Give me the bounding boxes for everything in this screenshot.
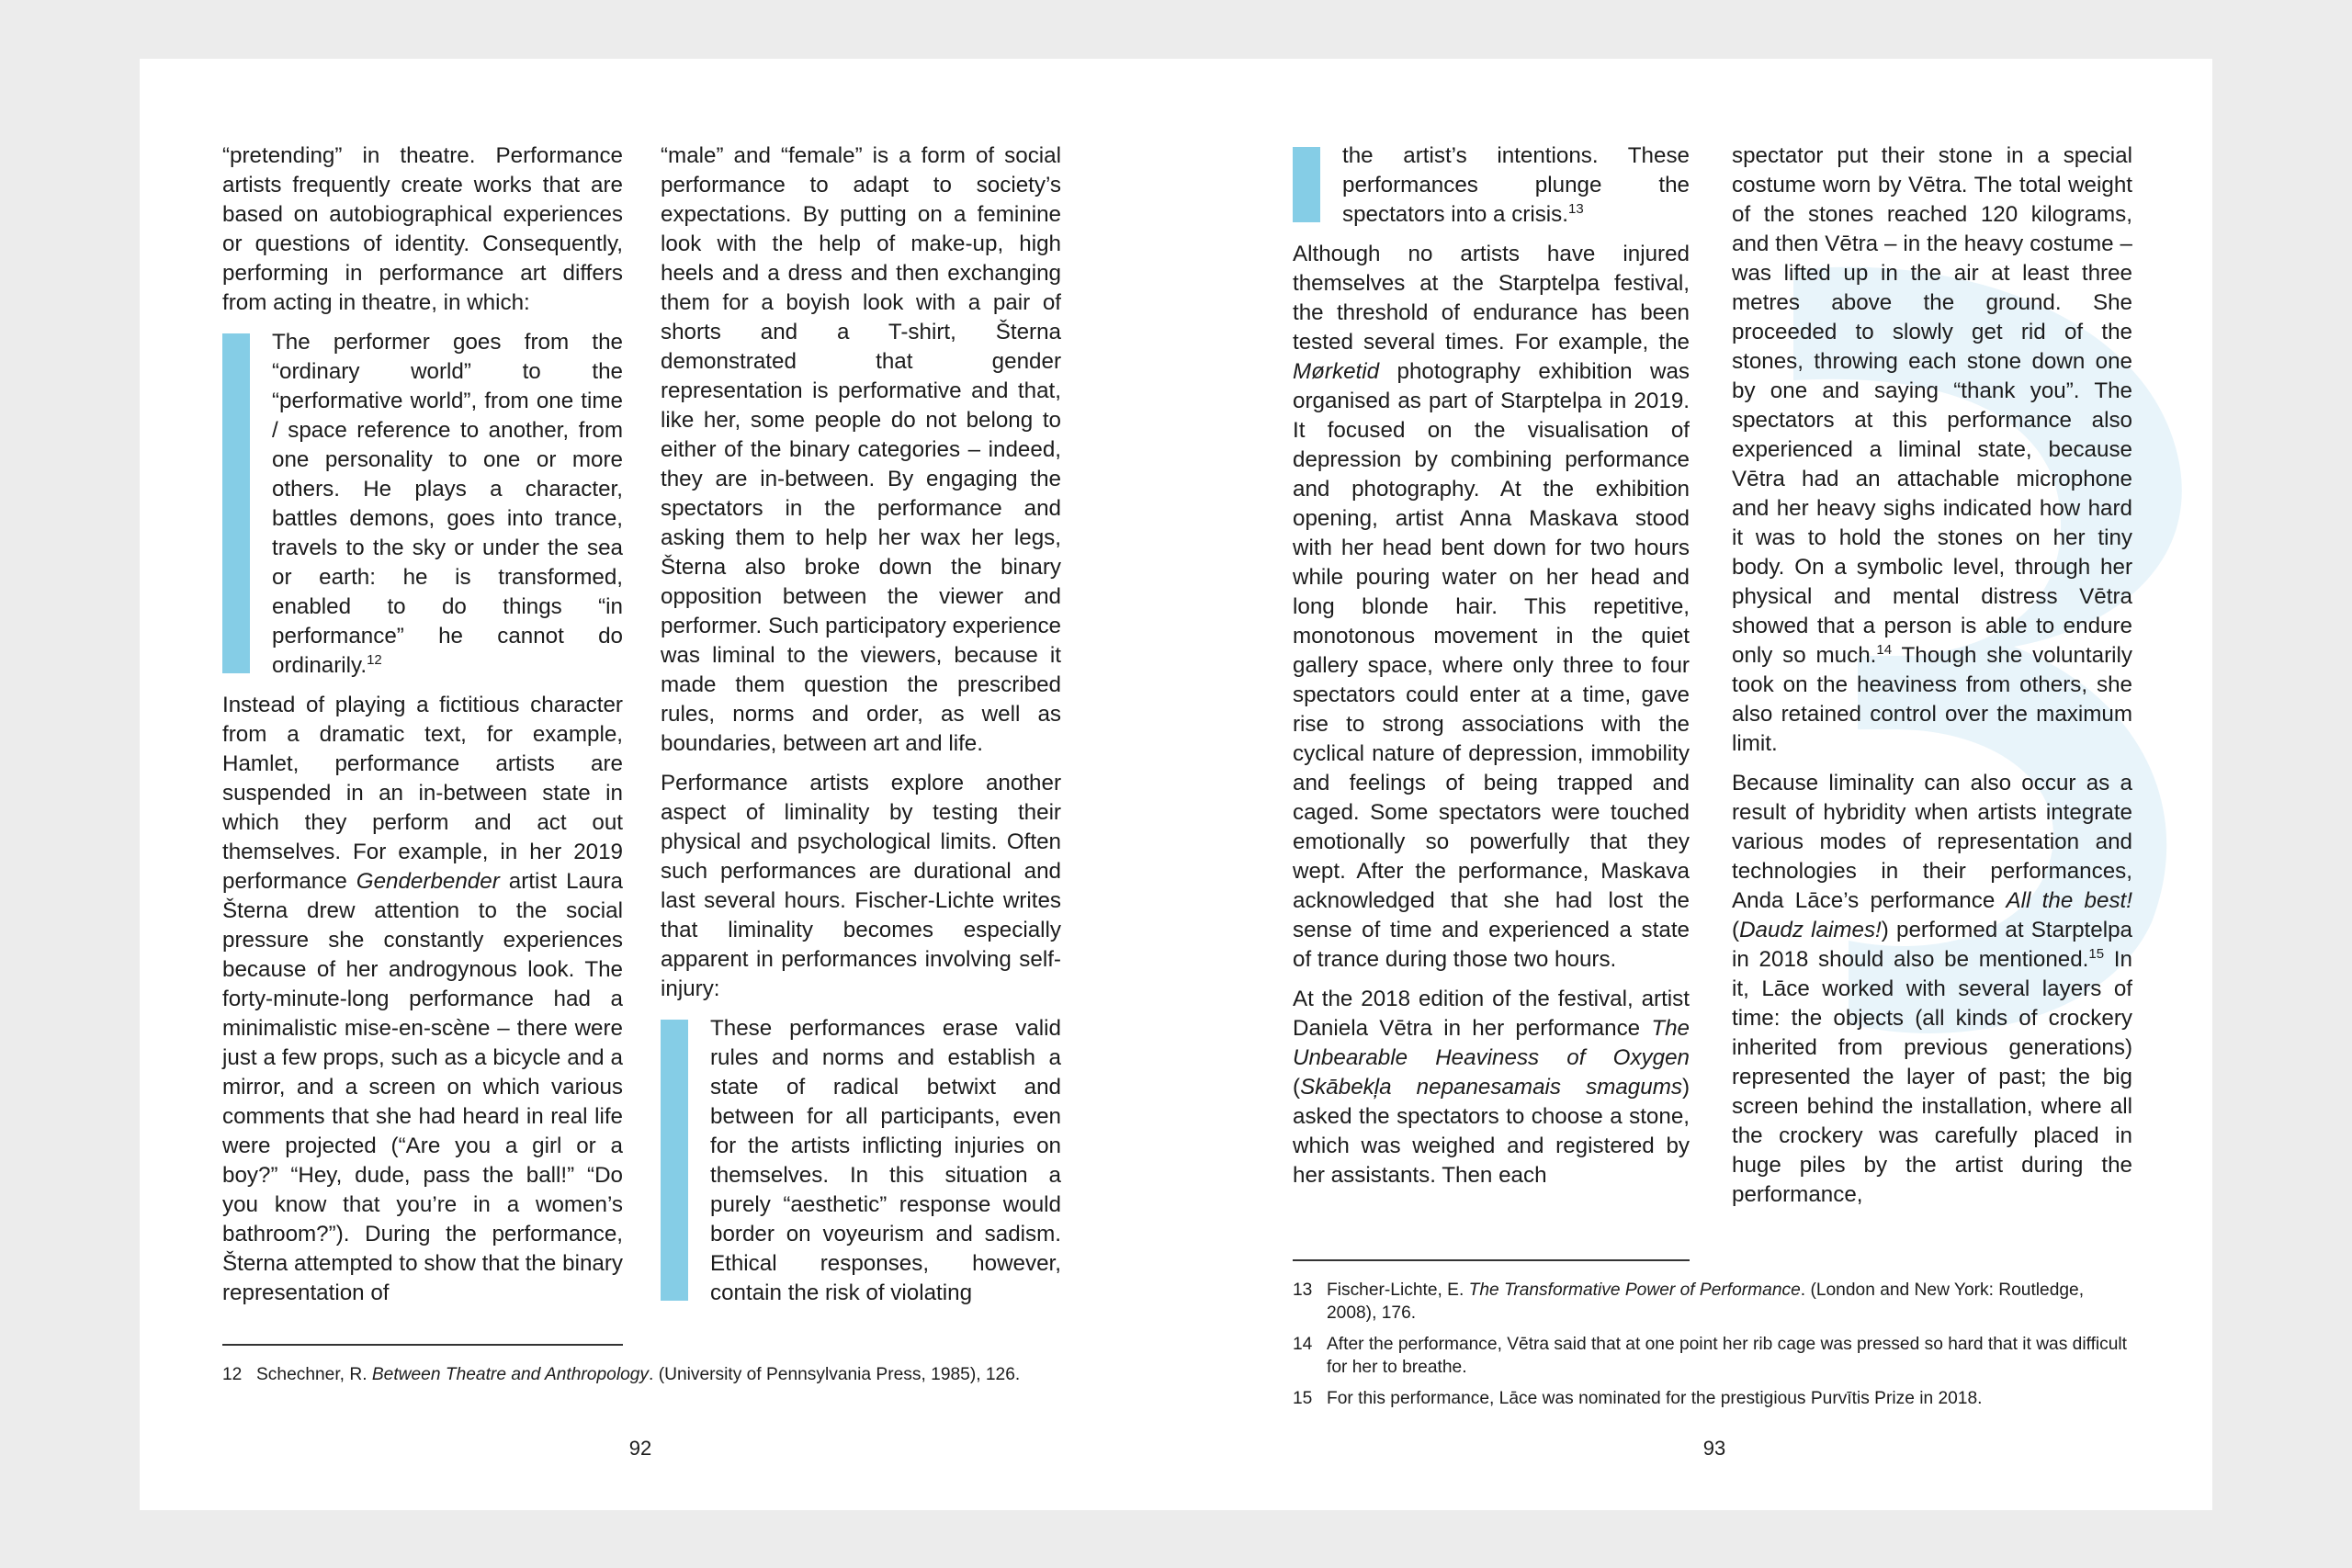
right-page-column-1 [1293,141,1690,1201]
footnote-ref[interactable]: 12 [367,651,382,668]
footnote-15: 15 For this performance, Lāce was nominated for the prestigious Purvītis Prize in 2018. [1293,1389,1983,1408]
footnote-13: 13 Fischer-Lichte, E. The Transformative Power of Performance. (London and New York: Routledge, 2008), 176. [1293,1280,2085,1323]
page-number-right: 93 [1702,1437,1726,1460]
quote-text: The performer goes from the “ordinary world” to the “performative world”, from one time / space reference to another, from one personality to one or more others. He plays a character, battles demons, goes into trance, travels to the sky or under the sea or earth: he is transformed, enabled to do things “in performance” he cannot do ordinarily.$^{12}$ [272,330,623,678]
block-quote [222,328,623,681]
paragraph: “pretending” in theatre. Performance artists frequently create works that are based on autobiographical experiences or questions of identity. Consequently, performing in performance art differs from acting in theatre, in which: [222,143,623,315]
work-title: All the best! [2006,888,2132,913]
footnote-ref[interactable]: 13 [1568,200,1584,217]
paragraph: spectator put their stone in a special costume worn by Vētra. The total weight of the stones reached 120 kilograms, and then Vētra – in the heavy costume – was lifted up in the air at least three metres above the ground. She proceeded to slowly get rid of the stones, throwing each stone down one by one and saying “thank you”. The spectators at this performance also experienced a liminal state, because Vētra had an attachable microphone and her heavy sighs indicated how hard it was to hold the stones on her tiny body. On a symbolic level, through her physical and mental distress Vētra showed that a person is able to endure only so much.$^{14}$ Though she voluntarily took on the heaviness from others, she also retained control over the maximum limit. [1732,143,2132,756]
quote-bar [222,333,250,673]
footnote-12: 12 Schechner, R. Between Theatre and Anthropology. (University of Pennsylvania Press, 1985), 126. [222,1365,1021,1384]
work-title-latvian: Daudz laimes! [1739,918,1882,942]
quote-text: the artist’s intentions. These performances plunge the spectators into a crisis.$^{13}$ [1342,143,1690,227]
paragraph: Because liminality can also occur as a result of hybridity when artists integrate various modes of representation and technologies in their performances, Anda Lāce’s performance All the best! (Daudz laimes!) performed at Starptelpa in 2018 should also be mentioned.$^{15}$ In it, Lāce worked with several layers of time: the objects (all kinds of crockery inherited from previous generations) represented the layer of past; the big screen behind the installation, where all the crockery was carefully placed in huge piles by the artist during the performance, [1732,771,2132,1207]
footnote-number: 15 [1293,1389,1313,1408]
footnote-14: 14 After the performance, Vētra said that at one point her rib cage was pressed so hard that it was difficult for her to breathe. [1293,1335,2128,1377]
footnote-number: 13 [1293,1280,1313,1300]
quote-bar [1293,147,1320,222]
work-title: Genderbender [356,869,500,894]
footnotes-left [222,1363,1062,1394]
paragraph: “male” and “female” is a form of social performance to adapt to society’s expectations. By putting on a feminine look with the help of make-up, high heels and a dress and then exchanging them for a boyish look with a pair of shorts and a T-shirt, Šterna demonstrated that gender representation is performative and that, like her, some people do not belong to either of the binary categories – indeed, they are in-between. By engaging the spectators in the performance and asking them to help her wax her legs, Šterna also broke down the binary opposition between the viewer and performer. Such participatory experience was liminal to the viewers, because it made them question the prescribed rules, norms and order, as well as boundaries, between art and life. [661,143,1061,756]
paragraph: Performance artists explore another aspect of liminality by testing their physical and psychological limits. Often such performances are durational and last several hours. Fischer-Lichte writes that liminality becomes especially apparent in performances involving self-injury: [661,771,1061,1001]
paragraph: Instead of playing a fictitious character from a dramatic text, for example, Hamlet, performance artists are suspended in an in-between state in which they perform and act out themselves. For example, in her 2019 performance Genderbender artist Laura Šterna drew attention to the social pressure she constantly experiences because of her androgynous look. The forty-minute-long performance had a minimalistic mise-en-scène – there were just a few props, such as a bicycle and a mirror, and a screen on which various comments that she had heard in real life were projected (“Are you a girl or a boy?” “Hey, dude, pass the ball!” “Do you know that you’re in a women’s bathroom?”). During the performance, Šterna attempted to show that the binary representation of [222,693,623,1305]
work-title-latvian: Skābekļa nepanesamais smagums [1300,1075,1682,1100]
footnotes-right [1293,1279,2132,1418]
page-number-left: 92 [628,1437,652,1460]
quote-bar [661,1020,688,1301]
block-quote [661,1014,1061,1308]
footnote-number: 14 [1293,1335,1313,1354]
right-page-column-2 [1732,141,2132,1220]
work-title: Mørketid [1293,359,1380,384]
paragraph: Although no artists have injured themselves at the Starptelpa festival, the threshold of endurance has been tested several times. For example, the Mørketid photography exhibition was organised as part of Starptelpa in 2019. It focused on the visualisation of depression by combining performance and photography. At the exhibition opening, artist Anna Maskava stood with her head bent down for two hours while pouring water on her head and long blonde hair. This repetitive, monotonous movement in the quiet gallery space, where only three to four spectators could enter at a time, gave rise to strong associations with the cyclical nature of depression, immobility and feelings of being trapped and caged. Some spectators were touched emotionally so powerfully that they wept. After the performance, Maskava acknowledged that she had lost the sense of time and experienced a state of trance during those two hours. [1293,242,1690,972]
footnote-ref[interactable]: 14 [1876,641,1893,658]
quote-text: These performances erase valid rules and norms and establish a state of radical betwixt and between for all participants, even for the artists inflicting injuries on themselves. In this situation a purely “aesthetic” response would border on voyeurism and sadism. Ethical responses, however, contain the risk of violating [710,1016,1061,1305]
footnote-number: 12 [222,1365,243,1384]
left-page-column-2 [661,141,1061,1318]
paragraph: At the 2018 edition of the festival, artist Daniela Vētra in her performance The Unbearable Heaviness of Oxygen (Skābekļa nepanesamais smagums) asked the spectators to choose a stone, which was weighed and registered by her assistants. Then each [1293,987,1690,1188]
work-title: The Unbearable Heaviness of Oxygen [1293,1016,1690,1070]
footnote-rule [222,1344,623,1346]
block-quote [1293,141,1690,230]
footnote-rule [1293,1259,1690,1261]
book-spread [140,59,2212,1510]
left-page-column-1 [222,141,623,1318]
footnote-ref[interactable]: 15 [2088,945,2105,962]
